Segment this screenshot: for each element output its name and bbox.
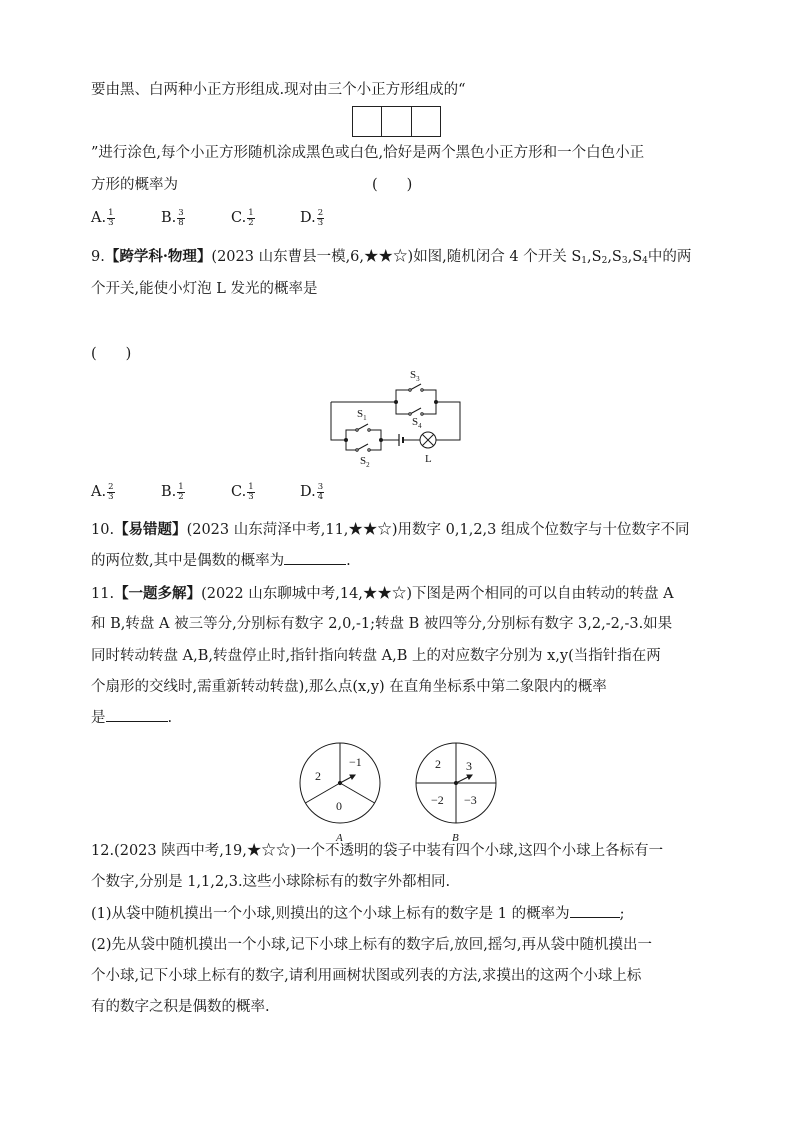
label-s3: $S_3$ bbox=[410, 369, 420, 383]
q8-line3 bbox=[91, 175, 178, 195]
label-lamp: L bbox=[425, 453, 432, 465]
q9-line1: 9.【跨学科·物理】(2023 山东曹县一模,6,★★☆)如图,随机闭合 4 个开关 $S_1,S_2,S_3,S_4$中的两 bbox=[91, 248, 692, 266]
q12-part2-line1: (2)先从袋中随机摸出一个小球,记下小球上标有的数字后,放回,摇匀,再从袋中随机摸出一 bbox=[91, 937, 652, 953]
q8-option-d: D. $\frac{2}{3}$ bbox=[300, 207, 324, 228]
label-s4: $S_4$ bbox=[412, 416, 422, 430]
q11-tag: 【一题多解】 bbox=[114, 585, 202, 602]
q11-line2: 和 B,转盘 A 被三等分,分别标有数字 2,0,-1;转盘 B 被四等分,分别标有数字 3,2,-2,-3.如果 bbox=[91, 616, 673, 632]
q9-option-a: A. $\frac{2}{3}$ bbox=[91, 481, 114, 502]
spinner-b-caption: B bbox=[452, 832, 459, 844]
q8-line2: ”进行涂色,每个小正方形随机涂成黑色或白色,恰好是两个黑色小正方形和一个白色小正 bbox=[91, 145, 645, 161]
spinner-b bbox=[411, 738, 501, 848]
q12-part1: (1)从袋中随机摸出一个小球,则摸出的这个小球上标有的数字是 1 的概率为 ; bbox=[91, 903, 624, 924]
spinner-b-2: 2 bbox=[435, 757, 441, 771]
label-s1: $S_1$ bbox=[357, 408, 367, 422]
q8-option-b: B. $\frac{3}{8}$ bbox=[161, 207, 184, 228]
spinner-a-0: 0 bbox=[336, 799, 342, 813]
q12-line1: 12.(2023 陕西中考,19,★☆☆)一个不透明的袋子中装有四个小球,这四个小球上各标有一 bbox=[91, 843, 664, 859]
q10-line1: 10.【易错题】(2023 山东菏泽中考,11,★★☆)用数字 0,1,2,3 组成个位数字与十位数字不同 bbox=[91, 521, 690, 538]
q9-option-b: B. $\frac{1}{2}$ bbox=[161, 481, 184, 502]
q12-part2-line3: 有的数字之积是偶数的概率. bbox=[91, 999, 270, 1015]
spinner-b-3: 3 bbox=[466, 759, 472, 773]
q9-option-d: D. $\frac{3}{4}$ bbox=[300, 481, 324, 502]
q10-tag: 【易错题】 bbox=[114, 521, 187, 538]
q12-line2: 个数字,分别是 1,1,2,3.这些小球除标有的数字外都相同. bbox=[91, 874, 451, 890]
q10-line2: 的两位数,其中是偶数的概率为 . bbox=[91, 550, 351, 571]
q8-option-a: A. $\frac{1}{3}$ bbox=[91, 207, 114, 228]
q8-options bbox=[91, 208, 325, 228]
q12-part2-line2: 个小球,记下小球上标有的数字,请利用画树状图或列表的方法,求摸出的这两个小球上标 bbox=[91, 968, 642, 984]
q12-answer-blank[interactable] bbox=[570, 903, 620, 918]
q9-option-c: C. $\frac{1}{3}$ bbox=[231, 481, 254, 502]
spinner-b-minus2: −2 bbox=[431, 793, 444, 807]
label-s2: $S_2$ bbox=[360, 455, 370, 469]
spinner-b-minus3: −3 bbox=[464, 793, 477, 807]
q11-answer-blank[interactable] bbox=[106, 707, 168, 722]
q11-line4: 个扇形的交线时,需重新转动转盘),那么点(x,y) 在直角坐标系中第二象限内的概率 bbox=[91, 679, 607, 695]
spinner-a-minus1: −1 bbox=[349, 755, 362, 769]
q8-line3-text: 方形的概率为 bbox=[91, 177, 178, 193]
circuit-diagram bbox=[326, 362, 466, 472]
q10-answer-blank[interactable] bbox=[284, 550, 346, 565]
q9-paren: ( ) bbox=[91, 346, 132, 362]
spinner-a-2: 2 bbox=[315, 769, 321, 783]
q8-paren: ( ) bbox=[372, 177, 413, 193]
three-square-figure bbox=[353, 106, 441, 137]
q11-line3: 同时转动转盘 A,B,转盘停止时,指针指向转盘 A,B 上的对应数字分别为 x,y(当指针指在两 bbox=[91, 648, 661, 664]
q9-tag: 【跨学科·物理】 bbox=[104, 248, 212, 265]
q8-line1: 要由黑、白两种小正方形组成.现对由三个小正方形组成的“ bbox=[91, 82, 466, 98]
q9-options bbox=[91, 482, 325, 502]
q9-line2: 个开关,能使小灯泡 L 发光的概率是 bbox=[91, 281, 318, 297]
q11-line1: 11.【一题多解】(2022 山东聊城中考,14,★★☆)下图是两个相同的可以自由转动的转盘 A bbox=[91, 585, 674, 602]
q11-line5: 是 . bbox=[91, 707, 172, 728]
q8-option-c: C. $\frac{1}{2}$ bbox=[231, 207, 254, 228]
spinner-a-caption: A bbox=[336, 832, 343, 844]
spinner-a bbox=[295, 738, 385, 848]
